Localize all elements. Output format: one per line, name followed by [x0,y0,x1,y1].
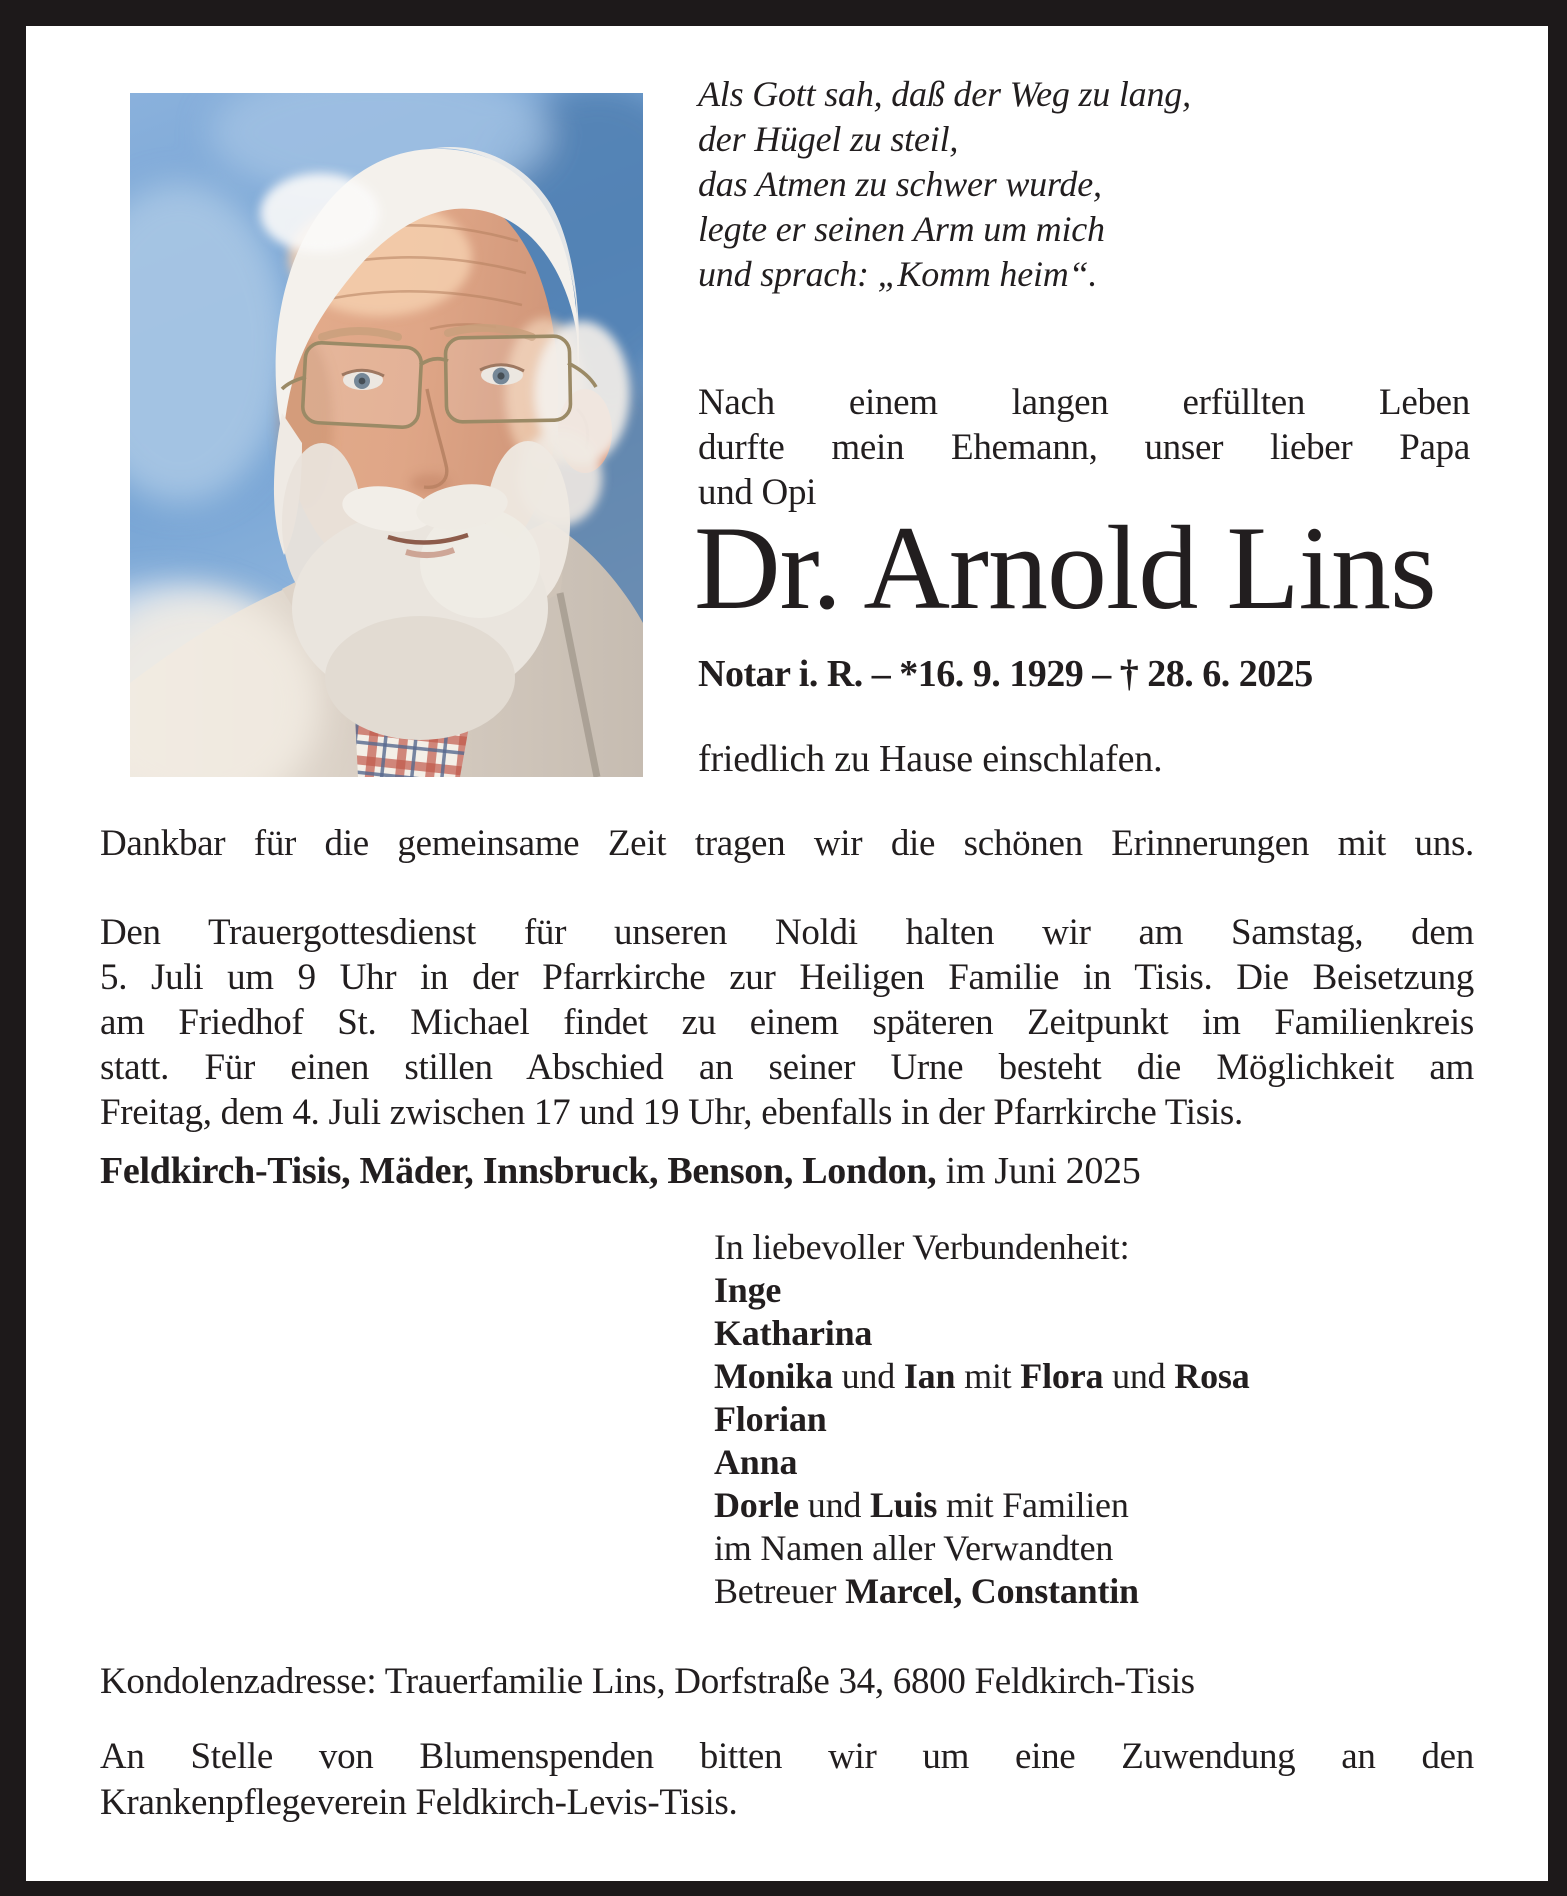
connector-text: und [798,1485,870,1525]
text-line: durfte mein Ehemann, unser lieber Papa [698,427,1470,468]
text-line [714,1484,1494,1527]
text-line [714,1441,1494,1484]
text-line: Krankenpflegeverein Feldkirch-Levis-Tisis. [100,1782,738,1823]
gratitude-text: Dankbar für die gemeinsame Zeit tragen wir die schönen Erinnerungen mit uns. [100,823,1474,864]
text-line: Nach einem langen erfüllten Leben [698,382,1470,423]
text-line: An Stelle von Blumenspenden bitten wir um eine Zuwendung an den [100,1736,1474,1777]
connector-text: mit [955,1356,1021,1396]
mourning-family-block [714,1226,1494,1613]
deceased-name: Dr. Arnold Lins [694,501,1436,634]
text-line: 5. Juli um 9 Uhr in der Pfarrkirche zur Heiligen Familie in Tisis. Die Beisetzung [100,957,1474,998]
notice-date: im Juni 2025 [936,1150,1141,1192]
text-line: Freitag, dem 4. Juli zwischen 17 und 19 Uhr, ebenfalls in der Pfarrkirche Tisis. [100,1092,1243,1133]
family-names [714,1269,1494,1613]
text-line [714,1312,1494,1355]
family-name: Rosa [1174,1356,1250,1396]
family-name: Anna [714,1442,798,1482]
funeral-service-text [100,910,1474,1135]
text-line: das Atmen zu schwer wurde, [698,164,1102,204]
life-dates: Notar i. R. – *16. 9. 1929 – † 28. 6. 2025 [698,653,1313,695]
intro-text [698,380,1470,515]
memorial-poem [698,72,1498,297]
family-name: Flora [1020,1356,1104,1396]
family-name: Katharina [714,1313,873,1353]
connector-text: Betreuer [714,1571,846,1611]
connector-text: und [832,1356,904,1396]
family-name: Ian [903,1356,956,1396]
donation-request [100,1734,1474,1826]
condolence-address: Kondolenzadresse: Trauerfamilie Lins, Dorfstraße 34, 6800 Feldkirch-Tisis [100,1661,1195,1702]
death-note: friedlich zu Hause einschlafen. [698,738,1163,780]
connector-text: und [1103,1356,1175,1396]
text-line: Als Gott sah, daß der Weg zu lang, [698,74,1191,114]
text-line: statt. Für einen stillen Abschied an seiner Urne besteht die Möglichkeit am [100,1047,1474,1088]
text-line: Den Trauergottesdienst für unseren Noldi halten wir am Samstag, dem [100,912,1474,953]
portrait-illustration [130,93,643,777]
family-heading: In liebevoller Verbundenheit: [714,1227,1130,1267]
family-name: Luis [869,1485,938,1525]
family-name: Inge [714,1270,782,1310]
family-name: Dorle [714,1485,799,1525]
family-name: Florian [714,1399,827,1439]
text-line [714,1269,1494,1312]
text-line [714,1570,1494,1613]
places-list: Feldkirch-Tisis, Mäder, Innsbruck, Benson, London, [100,1150,937,1192]
places-date-line [100,1149,1474,1193]
connector-text: mit Familien [937,1485,1129,1525]
text-line [714,1398,1494,1441]
text-line: am Friedhof St. Michael findet zu einem späteren Zeitpunkt im Familienkreis [100,1002,1474,1043]
connector-text: im Namen aller Verwandten [714,1528,1114,1568]
text-line [714,1355,1494,1398]
text-line: und sprach: „Komm heim“. [698,254,1098,294]
text-line: und Opi [698,472,817,513]
text-line: der Hügel zu steil, [698,119,959,159]
family-name: Monika [714,1356,833,1396]
portrait-photo [130,93,643,777]
family-name: Marcel, Constantin [845,1571,1139,1611]
text-line: legte er seinen Arm um mich [698,209,1105,249]
text-line [714,1527,1494,1570]
